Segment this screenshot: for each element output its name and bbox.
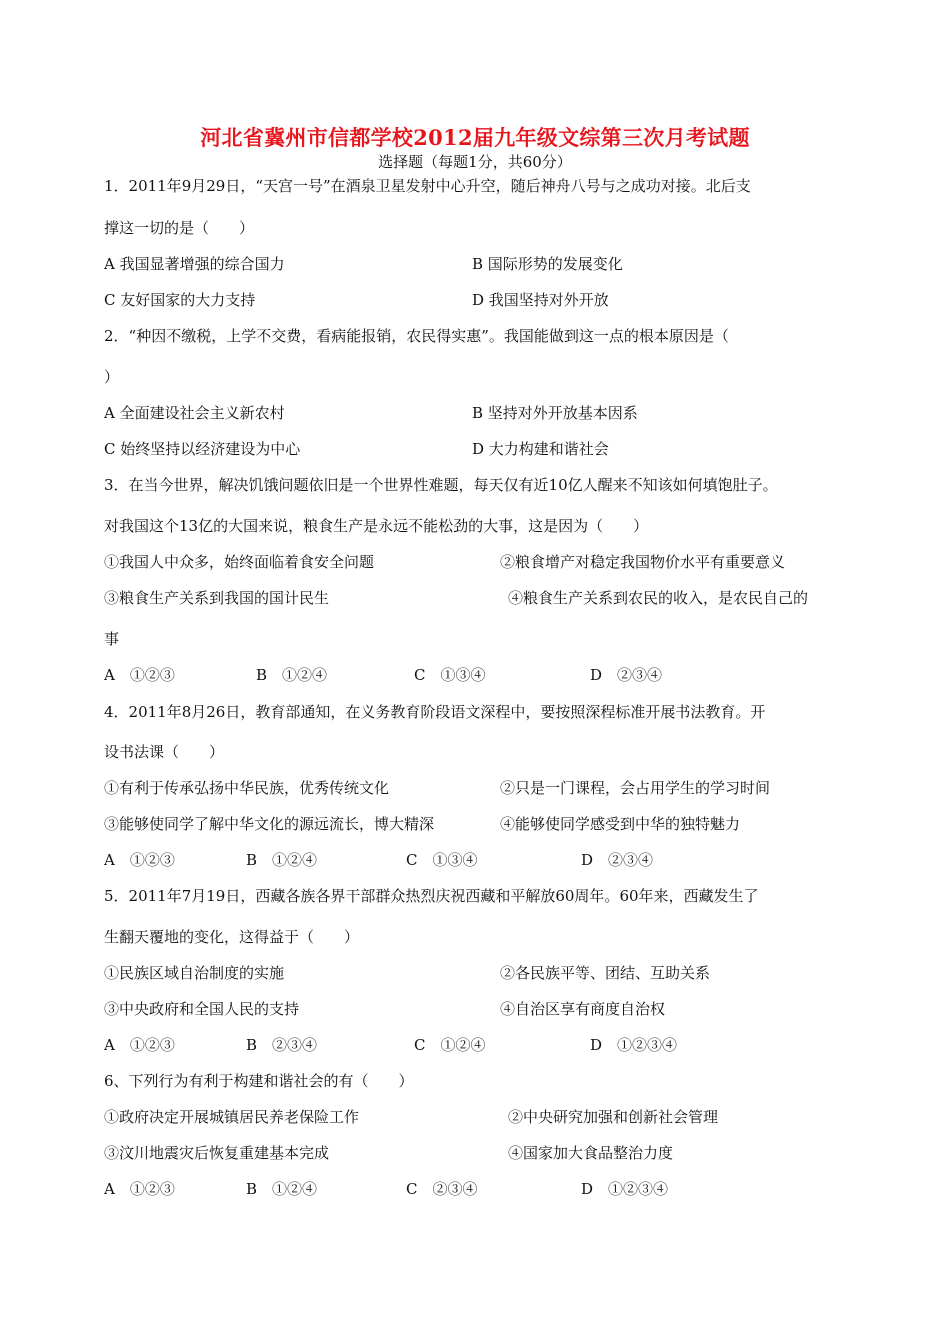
q4-answer-row [0, 850, 950, 870]
q2-option-a: A 全面建设社会主义新农村 [104, 404, 285, 422]
q1-option-a: A 我国显著增强的综合国力 [104, 255, 285, 273]
q4-answer-b: B ①②④ [246, 851, 318, 869]
q2-option-c: C 始终坚持以经济建设为中心 [104, 440, 301, 458]
q1-stem-line-2: 撑这一切的是（ ） [104, 219, 255, 237]
q3-statement-2: ②粮食增产对稳定我国物价水平有重要意义 [500, 553, 786, 571]
q4-statement-4: ④能够使同学感受到中华的独特魅力 [500, 815, 741, 833]
q3-statement-4: ④粮食生产关系到农民的收入，是农民自己的 [508, 589, 809, 607]
q2-stem-line-1: 2．“种因不缴税，上学不交费，看病能报销，农民得实惠”。我国能做到这一点的根本原因是（ [104, 327, 729, 345]
q6-answer-row [0, 1179, 950, 1199]
q5-answer-d: D ①②③④ [590, 1036, 678, 1054]
q5-statement-1: ①民族区域自治制度的实施 [104, 964, 285, 982]
q5-answer-a: A ①②③ [104, 1036, 175, 1054]
q3-answer-d: D ②③④ [590, 666, 663, 684]
q6-statement-4: ④国家加大食品整治力度 [508, 1144, 674, 1162]
q3-answer-a: A ①②③ [104, 666, 175, 684]
q6-statement-1: ①政府决定开展城镇居民养老保险工作 [104, 1108, 360, 1126]
q5-statement-4: ④自治区享有商度自治权 [500, 1000, 666, 1018]
q3-answer-c: C ①③④ [414, 666, 486, 684]
q3-stem-line-1: 3．在当今世界，解决饥饿问题依旧是一个世界性难题，每天仅有近10亿人醒来不知该如何填饱肚子。 [104, 476, 778, 494]
q5-statement-2: ②各民族平等、团结、互助关系 [500, 964, 711, 982]
q4-statement-3: ③能够使同学了解中华文化的源远流长，博大精深 [104, 815, 435, 833]
q2-option-b: B 坚持对外开放基本因系 [472, 404, 638, 422]
q4-statement-2: ②只是一门课程，会占用学生的学习时间 [500, 779, 771, 797]
q1-option-d: D 我国坚持对外开放 [472, 291, 609, 309]
q1-option-b: B 国际形势的发展变化 [472, 255, 623, 273]
q4-stem-line-2: 设书法课（ ） [104, 743, 225, 761]
q4-answer-d: D ②③④ [581, 851, 654, 869]
q2-stem-line-2: ） [104, 368, 120, 386]
q5-answer-row [0, 1035, 950, 1055]
q3-statement-4-cont: 事 [104, 630, 120, 648]
q6-statement-3: ③汶川地震灾后恢复重建基本完成 [104, 1144, 330, 1162]
q5-answer-b: B ②③④ [246, 1036, 318, 1054]
q5-stem-line-2: 生翻天覆地的变化，这得益于（ ） [104, 928, 360, 946]
q5-answer-c: C ①②④ [414, 1036, 486, 1054]
q3-statement-3: ③粮食生产关系到我国的国计民生 [104, 589, 330, 607]
q6-stem: 6、下列行为有利于构建和谐社会的有（ ） [104, 1072, 414, 1090]
q1-stem-line-1: 1．2011年9月29日，“天宫一号”在酒泉卫星发射中心升空，随后神舟八号与之成功对接。北后支 [104, 177, 751, 195]
q6-statement-2: ②中央研究加强和创新社会管理 [508, 1108, 719, 1126]
q5-stem-line-1: 5．2011年7月19日，西藏各族各界干部群众热烈庆祝西藏和平解放60周年。60年来，西藏发生了 [104, 887, 759, 905]
q3-answer-b: B ①②④ [256, 666, 328, 684]
q2-option-d: D 大力构建和谐社会 [472, 440, 609, 458]
q3-stem-line-2: 对我国这个13亿的大国来说，粮食生产是永远不能松劲的大事，这是因为（ ） [104, 517, 649, 535]
section-subtitle: 选择题（每题1分，共60分） [378, 153, 572, 171]
q3-statement-1: ①我国人中众多，始终面临着食安全问题 [104, 553, 375, 571]
q6-answer-d: D ①②③④ [581, 1180, 669, 1198]
q6-answer-c: C ②③④ [406, 1180, 478, 1198]
q4-statement-1: ①有利于传承弘扬中华民族，优秀传统文化 [104, 779, 390, 797]
exam-title: 河北省冀州市信都学校2012届九年级文综第三次月考试题 [200, 125, 750, 150]
q4-answer-a: A ①②③ [104, 851, 175, 869]
q3-answer-row [0, 665, 950, 685]
q6-answer-b: B ①②④ [246, 1180, 318, 1198]
q1-option-c: C 友好国家的大力支持 [104, 291, 256, 309]
q6-answer-a: A ①②③ [104, 1180, 175, 1198]
q4-answer-c: C ①③④ [406, 851, 478, 869]
q4-stem-line-1: 4．2011年8月26日，教育部通知，在义务教育阶段语文深程中，要按照深程标准开展书法教育。开 [104, 703, 766, 721]
q5-statement-3: ③中央政府和全国人民的支持 [104, 1000, 300, 1018]
